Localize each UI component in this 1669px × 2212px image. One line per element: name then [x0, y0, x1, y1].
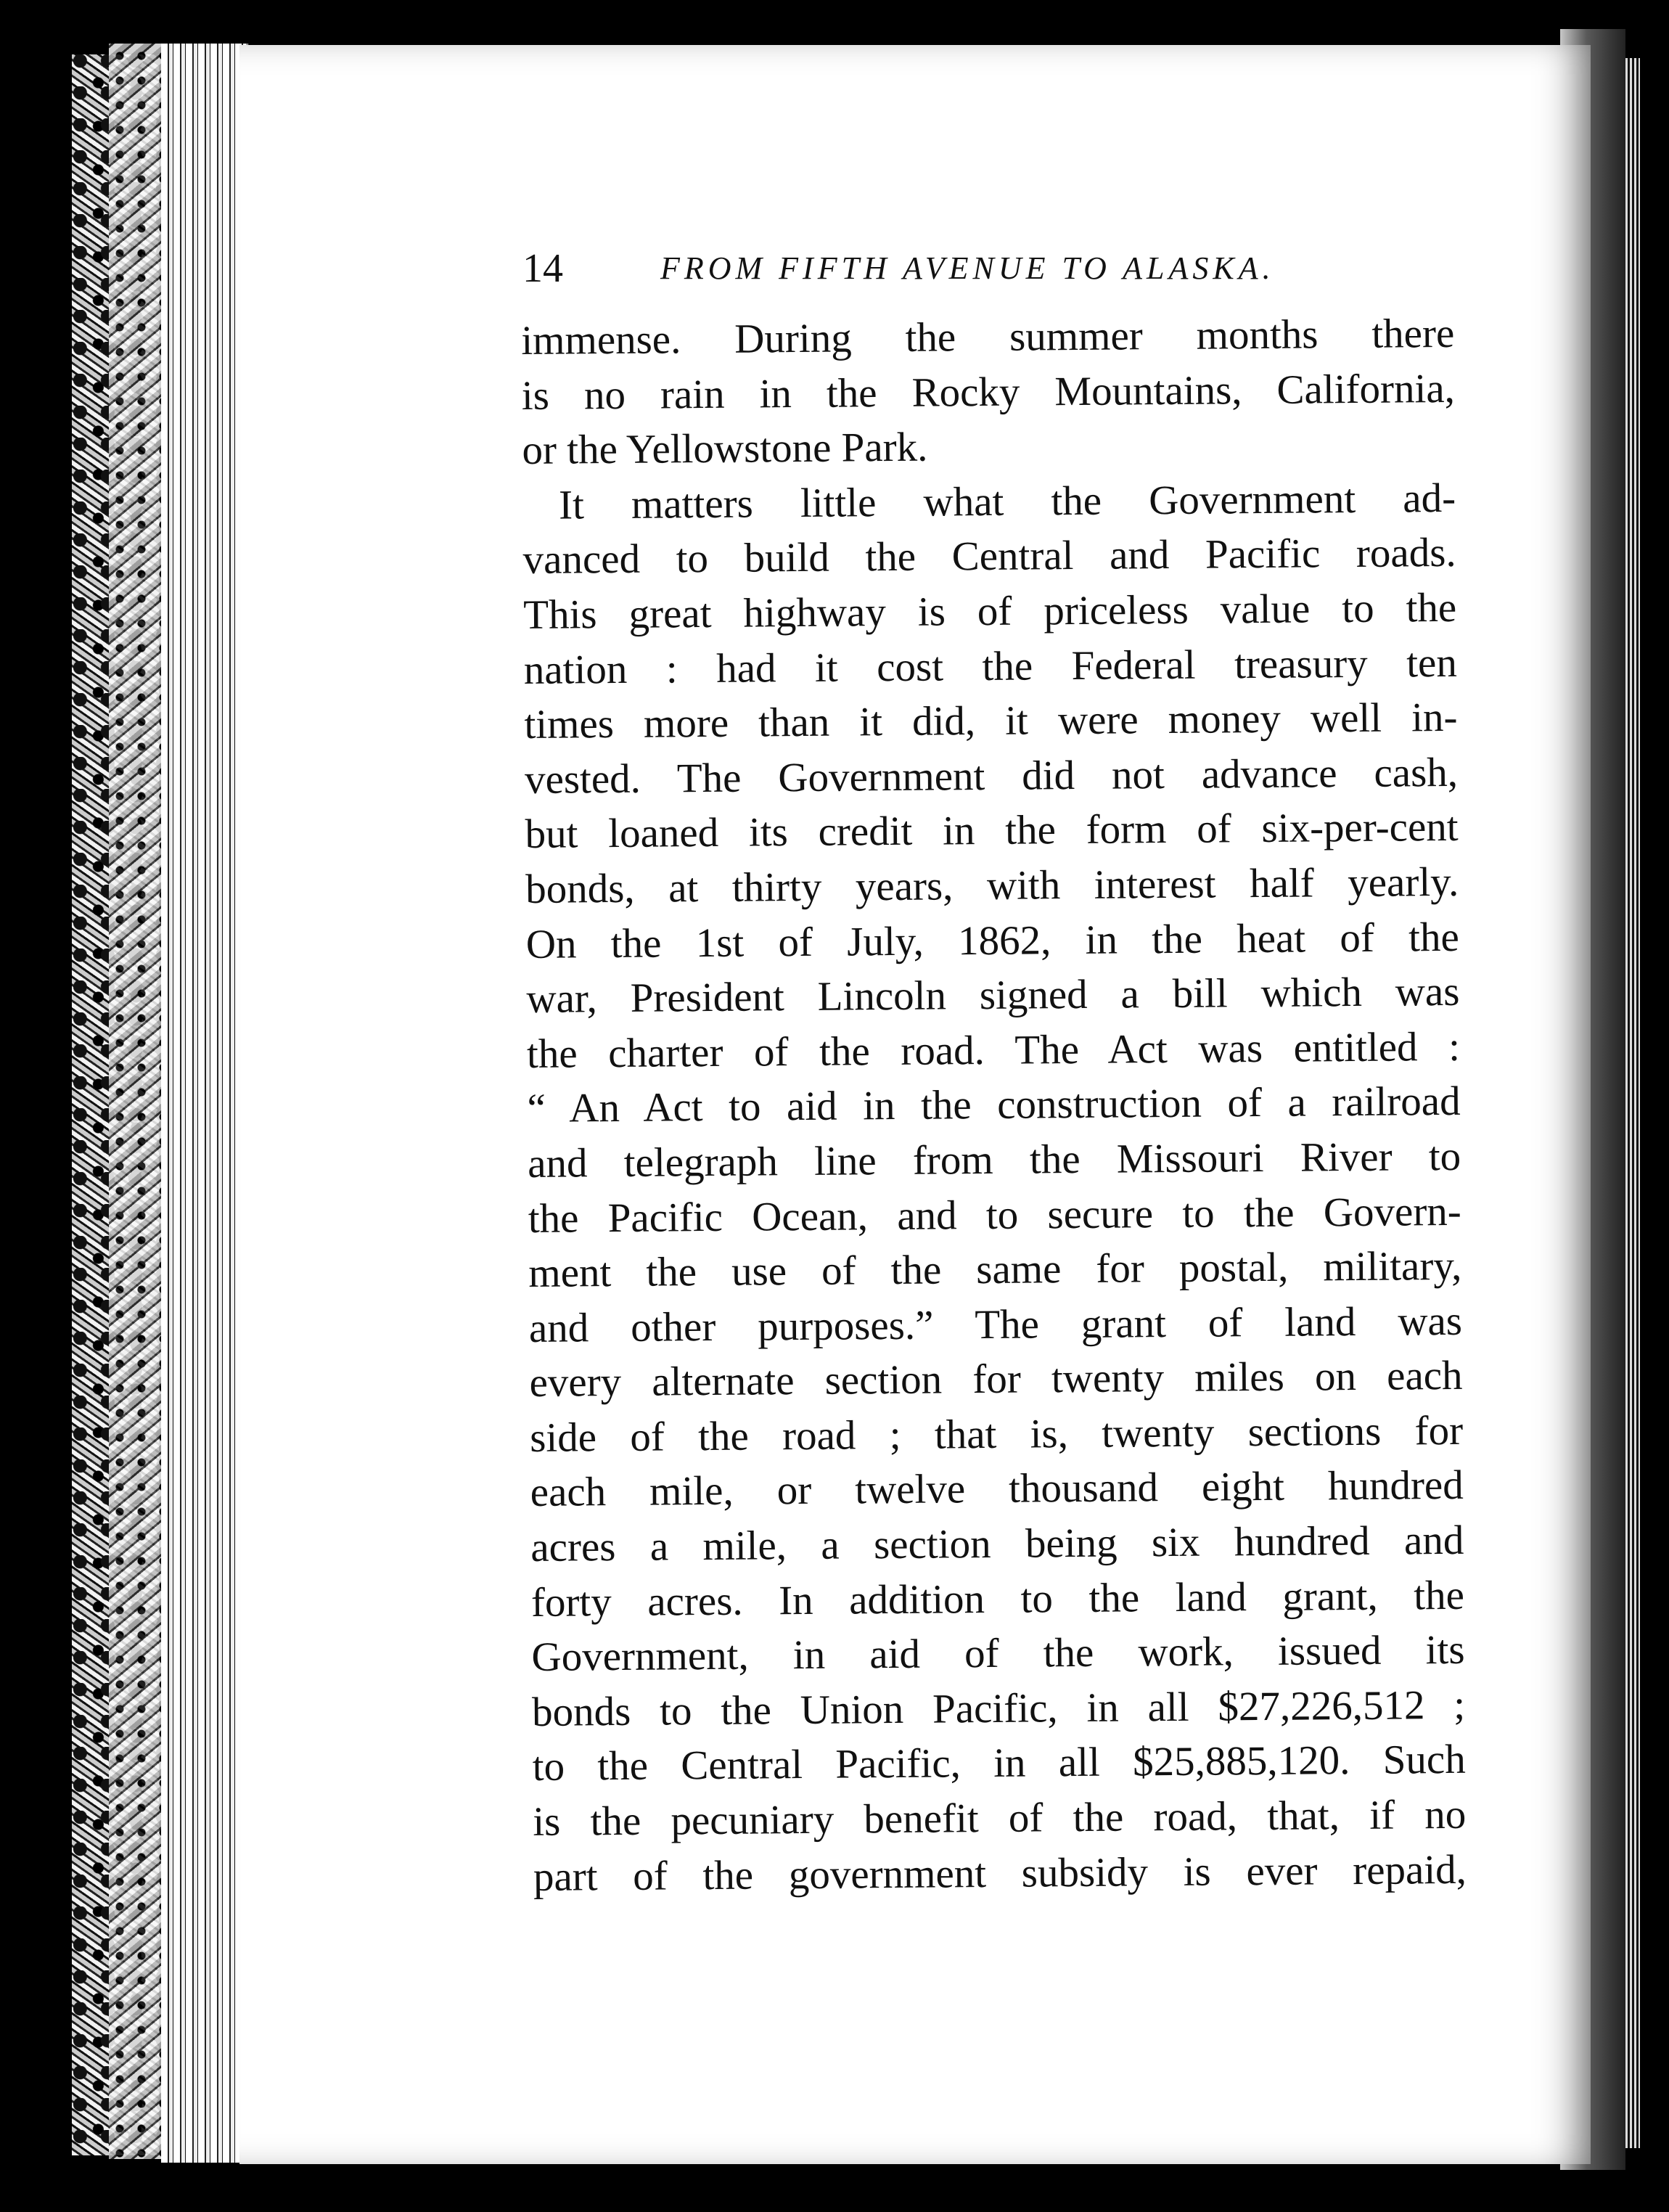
text-line: vested. The Government did not advance cash, [524, 749, 1459, 803]
text-line: each mile, or twelve thousand eight hundred [530, 1462, 1464, 1516]
stacked-page-edges [161, 44, 248, 2163]
text-line: bonds to the Union Pacific, in all $27,226,512 ; [531, 1681, 1466, 1735]
right-page-edges [1625, 58, 1640, 2148]
text-line: forty acres. In addition to the land grant, the [530, 1572, 1465, 1626]
text-line: nation : had it cost the Federal treasury ten [523, 639, 1458, 693]
text-line: and other purposes.” The grant of land was [528, 1298, 1463, 1351]
text-line: bonds, at thirty years, with interest half yearly. [525, 859, 1459, 912]
text-line: immense. During the summer months there [521, 310, 1455, 364]
page-number: 14 [522, 246, 563, 291]
text-line: ment the use of the same for postal, military, [528, 1242, 1462, 1297]
text-line: On the 1st of July, 1862, in the heat of the [525, 914, 1460, 967]
text-line: This great highway is of priceless value to the [523, 584, 1457, 638]
text-line: is the pecuniary benefit of the road, that, if no [533, 1791, 1467, 1845]
text-line: war, President Lincoln signed a bill which was [526, 968, 1460, 1023]
text-line: part of the government subsidy is ever repaid, [533, 1846, 1467, 1900]
text-line: is no rain in the Rocky Mountains, California, [521, 365, 1456, 419]
text-line: Government, in aid of the work, issued its [531, 1627, 1465, 1681]
text-line: vanced to build the Central and Pacific roads. [522, 530, 1456, 583]
text-line: the Pacific Ocean, and to secure to the Govern- [528, 1188, 1462, 1242]
decorative-cover-pattern [109, 44, 163, 2159]
text-line: every alternate section for twenty miles on each [529, 1353, 1463, 1406]
body-text [521, 306, 1467, 1904]
text-line: and telegraph line from the Missouri River to [527, 1133, 1461, 1187]
text-line: side of the road ; that is, twenty sections for [529, 1407, 1464, 1461]
text-line: but loaned its credit in the form of six-per-cent [525, 804, 1459, 858]
page-header [522, 239, 1466, 298]
running-title: FROM FIFTH AVENUE TO ALASKA. [660, 250, 1275, 286]
text-line: times more than it did, it were money well in- [524, 695, 1458, 748]
text-line: to the Central Pacific, in all $25,885,120. Such [532, 1737, 1466, 1790]
text-line: or the Yellowstone Park. [522, 424, 928, 474]
text-line: acres a mile, a section being six hundred and [530, 1517, 1464, 1571]
text-line: the charter of the road. The Act was entitled : [526, 1023, 1461, 1077]
text-line: It matters little what the Government ad- [558, 475, 1456, 528]
text-line: “ An Act to aid in the construction of a railroad [527, 1078, 1461, 1132]
